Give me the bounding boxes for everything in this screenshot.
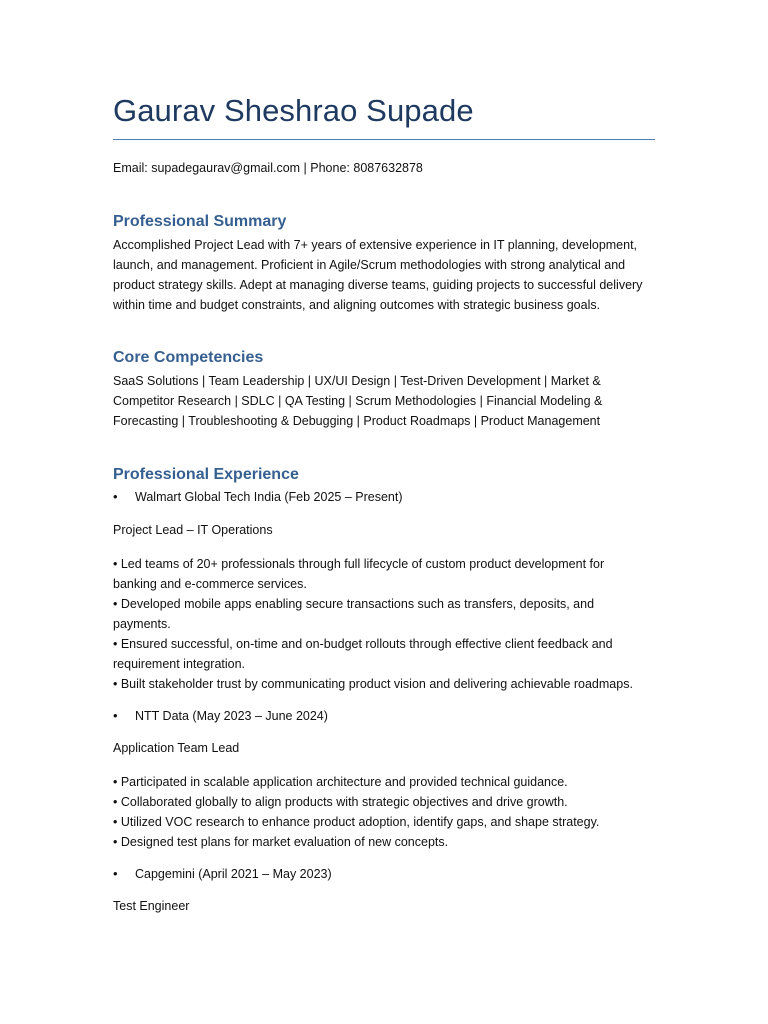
job-detail-line: • Designed test plans for market evaluation of new concepts.	[113, 835, 449, 849]
job-detail-line: • Ensured successful, on-time and on-budget rollouts through effective client feedback and	[113, 637, 613, 651]
job-detail-line: banking and e-commerce services.	[113, 577, 307, 591]
summary-paragraph	[113, 235, 658, 315]
competencies-line: Competitor Research | SDLC | QA Testing | Scrum Methodologies | Financial Modeling &	[113, 394, 603, 408]
job-company-label: Walmart Global Tech India (Feb 2025 – Present)	[135, 490, 403, 504]
competencies-heading: Core Competencies	[113, 349, 264, 366]
bullet-icon: •	[113, 708, 118, 723]
job-detail-line: requirement integration.	[113, 657, 246, 671]
job-company-nttdata	[113, 708, 328, 723]
bullet-icon: •	[113, 489, 118, 504]
summary-heading: Professional Summary	[113, 213, 287, 230]
job-role: Application Team Lead	[113, 741, 240, 755]
summary-line: within time and budget constraints, and aligning outcomes with strategic business goals.	[113, 298, 601, 312]
job-detail-line: payments.	[113, 617, 171, 631]
job-detail-line: • Built stakeholder trust by communicating product vision and delivering achievable roadmaps.	[113, 677, 633, 691]
name-divider	[113, 139, 655, 140]
bullet-icon: •	[113, 866, 118, 881]
job-role: Project Lead – IT Operations	[113, 523, 273, 537]
candidate-name: Gaurav Sheshrao Supade	[113, 93, 474, 128]
job-detail-line: • Collaborated globally to align products with strategic objectives and drive growth.	[113, 795, 568, 809]
summary-line: product strategy skills. Adept at managing diverse teams, guiding projects to successful delivery	[113, 278, 643, 292]
job-detail-line: • Utilized VOC research to enhance product adoption, identify gaps, and shape strategy.	[113, 815, 600, 829]
job-company-label: Capgemini (April 2021 – May 2023)	[135, 867, 332, 881]
job-detail-line: • Developed mobile apps enabling secure transactions such as transfers, deposits, and	[113, 597, 595, 611]
competencies-paragraph	[113, 371, 658, 431]
job-company-capgemini	[113, 866, 332, 881]
job-details	[113, 554, 658, 694]
job-role: Test Engineer	[113, 899, 190, 913]
contact-line: Email: supadegaurav@gmail.com | Phone: 8087632878	[113, 161, 423, 175]
experience-heading: Professional Experience	[113, 466, 299, 483]
competencies-line: SaaS Solutions | Team Leadership | UX/UI Design | Test-Driven Development | Market &	[113, 374, 601, 388]
job-detail-line: • Participated in scalable application architecture and provided technical guidance.	[113, 775, 568, 789]
summary-line: launch, and management. Proficient in Agile/Scrum methodologies with strong analytical and	[113, 258, 626, 272]
competencies-line: Forecasting | Troubleshooting & Debugging | Product Roadmaps | Product Management	[113, 414, 601, 428]
summary-line: Accomplished Project Lead with 7+ years of extensive experience in IT planning, development,	[113, 238, 638, 252]
job-company-walmart	[113, 489, 403, 504]
job-detail-line: • Led teams of 20+ professionals through full lifecycle of custom product development for	[113, 557, 605, 571]
job-details	[113, 772, 658, 852]
job-company-label: NTT Data (May 2023 – June 2024)	[135, 709, 328, 723]
